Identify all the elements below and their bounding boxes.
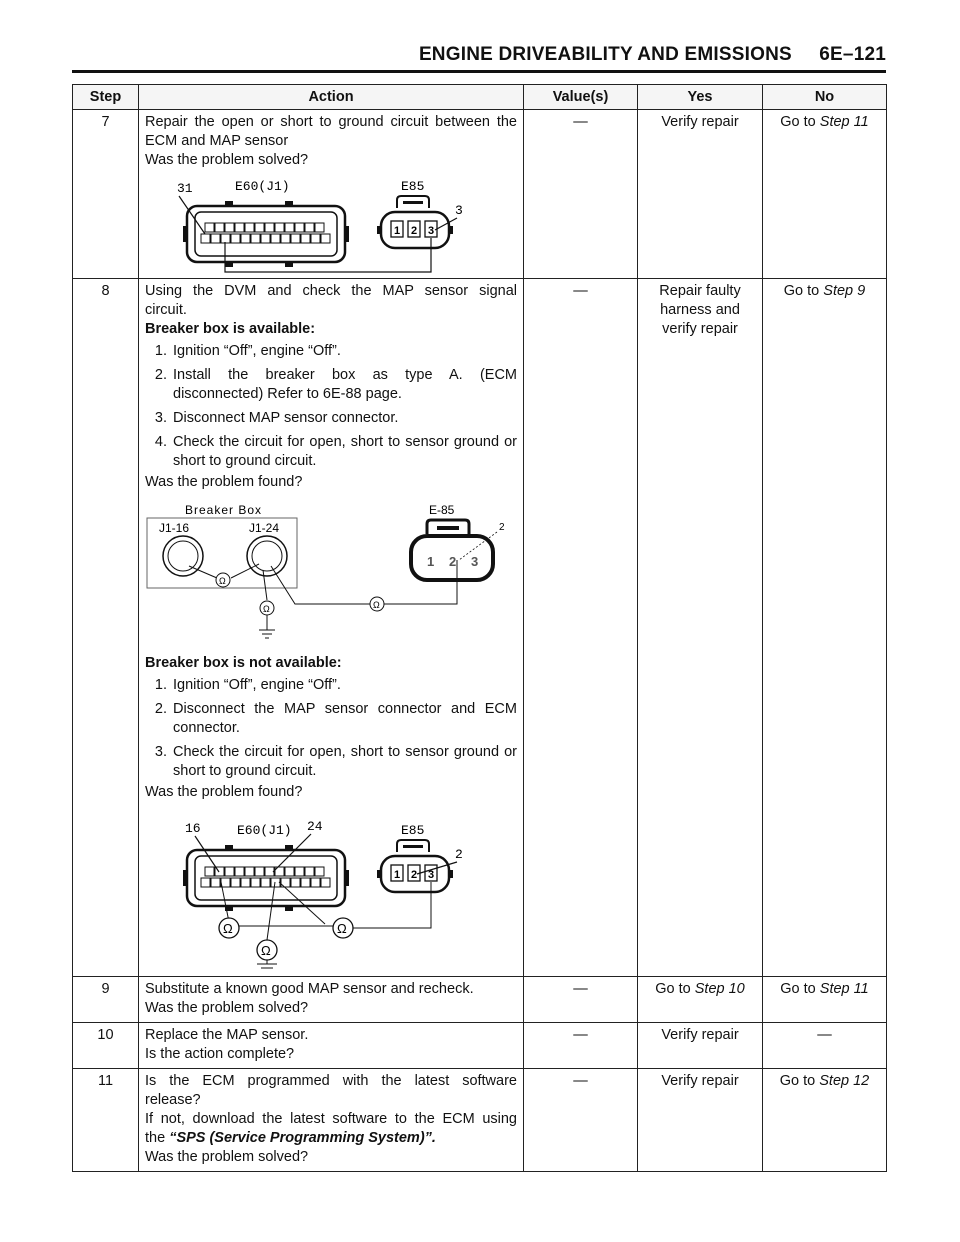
- yes-cell: [638, 279, 763, 977]
- col-values: Value(s): [524, 85, 638, 110]
- action-question: Was the problem solved?: [145, 152, 309, 168]
- map-sensor-connector-icon: [411, 520, 493, 580]
- ecm-connector-icon: [183, 201, 349, 267]
- col-action: Action: [139, 85, 524, 110]
- terminal-label: 3: [471, 554, 479, 569]
- terminal-label: 3: [428, 225, 435, 237]
- action-cell: [139, 1023, 524, 1069]
- terminal-label: 1: [394, 869, 401, 881]
- list-item: 1. Ignition “Off”, engine “Off”.: [171, 676, 517, 695]
- action-text: [145, 1129, 517, 1148]
- yes-cell: [638, 977, 763, 1023]
- no-cell: [763, 110, 887, 279]
- section-title: ENGINE DRIVEABILITY AND EMISSIONS: [418, 44, 792, 65]
- terminal-label: 1: [394, 225, 401, 237]
- yes-text: verify repair: [662, 321, 738, 337]
- table-row-step-11: [73, 1069, 887, 1172]
- action-cell: [139, 279, 524, 977]
- ecm-map-ohmmeter-figure: [145, 810, 463, 970]
- terminal-label: J1-24: [249, 521, 280, 535]
- ohm-symbol: Ω: [223, 921, 233, 936]
- terminal-label: 3: [428, 869, 435, 881]
- subheading-breaker-available: Breaker box is available:: [145, 321, 316, 337]
- ecm-connector-label: E60(J1): [237, 823, 292, 838]
- goto-step-link[interactable]: Step 11: [819, 981, 869, 997]
- list-item: 3. Disconnect MAP sensor connector.: [171, 409, 517, 428]
- goto-prefix: Go to: [780, 114, 820, 130]
- step-number: 7: [73, 110, 139, 279]
- no-cell: [763, 279, 887, 977]
- values-cell: —: [524, 1069, 638, 1172]
- pin-label: 3: [455, 203, 463, 218]
- action-question: Was the problem solved?: [145, 1000, 309, 1016]
- action-question: Was the problem found?: [145, 474, 303, 490]
- breaker-not-available-steps: [145, 676, 517, 781]
- goto-prefix: Go to: [780, 981, 820, 997]
- goto-step-link[interactable]: Step 11: [819, 114, 869, 130]
- col-yes: Yes: [638, 85, 763, 110]
- yes-cell: Verify repair: [638, 1069, 763, 1172]
- action-text: If not, download the latest software to the ECM using: [145, 1111, 517, 1127]
- ohm-symbol: Ω: [261, 943, 271, 958]
- action-cell: [139, 110, 524, 279]
- values-cell: —: [524, 279, 638, 977]
- values-cell: —: [524, 110, 638, 279]
- pin-label: 31: [177, 181, 193, 196]
- pin-label: 24: [307, 819, 323, 834]
- terminal-label: 2: [411, 869, 418, 881]
- breaker-box-figure: [145, 500, 515, 650]
- goto-prefix: Go to: [655, 981, 695, 997]
- list-item: 2. Disconnect the MAP sensor connector and ECM connector.: [171, 700, 517, 738]
- terminal-label: 2: [449, 554, 457, 569]
- pin-label: 2: [499, 522, 505, 533]
- yes-text: Repair faulty: [659, 283, 741, 299]
- values-cell: —: [524, 977, 638, 1023]
- action-cell: [139, 977, 524, 1023]
- action-question: Was the problem found?: [145, 784, 303, 800]
- sensor-connector-label: E85: [401, 823, 425, 838]
- pin-label: 16: [185, 821, 201, 836]
- action-question: Is the action complete?: [145, 1046, 295, 1062]
- terminal-label: J1-16: [159, 521, 190, 535]
- action-text: Replace the MAP sensor.: [145, 1027, 309, 1043]
- yes-cell: Verify repair: [638, 1023, 763, 1069]
- step-number: 10: [73, 1023, 139, 1069]
- action-text: ECM and MAP sensor: [145, 133, 289, 149]
- values-cell: —: [524, 1023, 638, 1069]
- pin-label: 2: [455, 847, 463, 862]
- terminal-label: 1: [427, 554, 435, 569]
- goto-step-link[interactable]: Step 9: [823, 283, 866, 299]
- action-text-prefix: the: [145, 1130, 170, 1146]
- terminal-label: 2: [411, 225, 418, 237]
- no-cell: [763, 1069, 887, 1172]
- map-sensor-connector-icon: [377, 196, 453, 248]
- ecm-map-connector-figure: [145, 178, 463, 272]
- ecm-connector-label: E60(J1): [235, 179, 290, 194]
- terminal-j1-16-icon: [163, 536, 203, 576]
- subheading-breaker-not-available: Breaker box is not available:: [145, 655, 342, 671]
- ohm-symbol: Ω: [263, 604, 270, 614]
- no-cell: [763, 977, 887, 1023]
- table-row-step-10: [73, 1023, 887, 1069]
- no-cell: —: [763, 1023, 887, 1069]
- yes-text: harness and: [660, 302, 740, 318]
- list-item: 2. Install the breaker box as type A. (ECM disconnected) Refer to 6E-88 page.: [171, 366, 517, 404]
- ohm-symbol: Ω: [219, 576, 226, 586]
- ohm-symbol: Ω: [337, 921, 347, 936]
- action-text: release?: [145, 1092, 201, 1108]
- step-number: 11: [73, 1069, 139, 1172]
- step-number: 9: [73, 977, 139, 1023]
- goto-step-link[interactable]: Step 12: [819, 1073, 870, 1089]
- action-cell: [139, 1069, 524, 1172]
- action-text: Repair the open or short to ground circuit between the: [145, 114, 517, 130]
- table-row-step-8: [73, 279, 887, 977]
- sensor-connector-label: E-85: [429, 503, 455, 517]
- action-text: circuit.: [145, 302, 187, 318]
- yes-cell: Verify repair: [638, 110, 763, 279]
- table-row-step-9: [73, 977, 887, 1023]
- list-item: 4. Check the circuit for open, short to sensor ground or short to ground circuit.: [171, 433, 517, 471]
- goto-prefix: Go to: [783, 283, 824, 299]
- diagnostic-table: [72, 84, 887, 1172]
- header-title: [419, 44, 886, 66]
- col-no: No: [763, 85, 887, 110]
- step-number: 8: [73, 279, 139, 977]
- action-text: Is the ECM programmed with the latest software: [145, 1073, 517, 1089]
- goto-prefix: Go to: [779, 1073, 820, 1089]
- sensor-connector-label: E85: [401, 179, 425, 194]
- goto-step-link[interactable]: Step 10: [694, 981, 745, 997]
- list-item: 1. Ignition “Off”, engine “Off”.: [171, 342, 517, 361]
- terminal-j1-24-icon: [247, 536, 287, 576]
- ohm-symbol: Ω: [373, 600, 380, 610]
- list-item: 3. Check the circuit for open, short to sensor ground or short to ground circuit.: [171, 743, 517, 781]
- breaker-available-steps: [145, 342, 517, 471]
- table-row-step-7: [73, 110, 887, 279]
- col-step: Step: [73, 85, 139, 110]
- table-header-row: [73, 85, 887, 110]
- action-text: Using the DVM and check the MAP sensor signal: [145, 283, 517, 299]
- page-header: [72, 44, 886, 73]
- breaker-box-label: Breaker Box: [185, 503, 263, 517]
- action-question: Was the problem solved?: [145, 1149, 309, 1165]
- action-text: Substitute a known good MAP sensor and recheck.: [145, 981, 474, 997]
- sps-reference: “SPS (Service Programming System)”.: [169, 1130, 436, 1146]
- page-number: 6E–121: [819, 44, 886, 65]
